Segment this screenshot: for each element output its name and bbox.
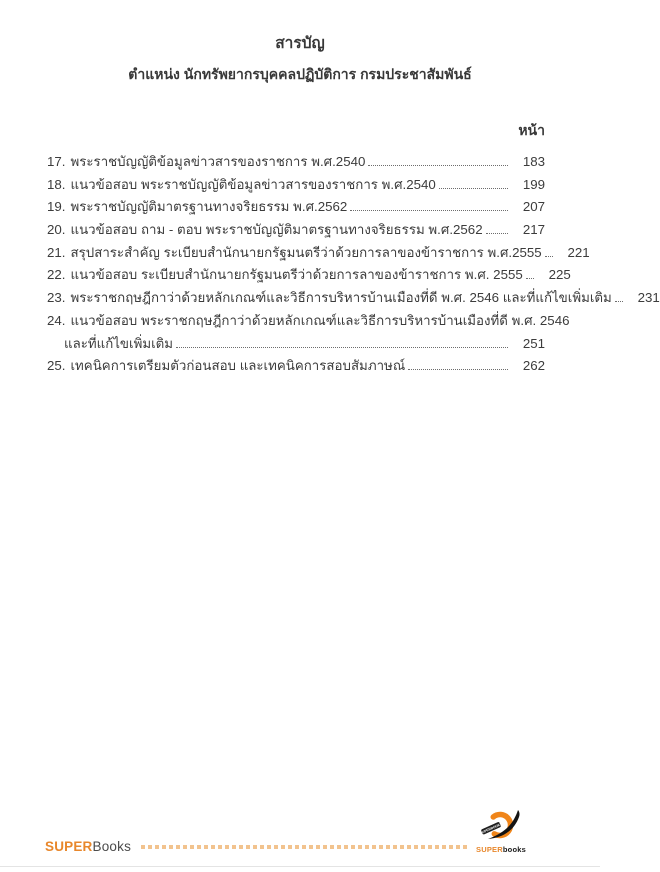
toc-entry-title: พระราชบัญญัติมาตรฐานทางจริยธรรม พ.ศ.2562 [70,199,348,215]
dotted-leader [350,210,508,211]
toc-entry-page-number: 199 [522,176,545,192]
toc-entry-page-number: 207 [522,199,545,215]
toc-entry [47,174,545,197]
logo-banner-text: SUPERBOOKS [479,821,504,836]
toc-entry-page-number: 225 [548,267,571,283]
page-number-column-header: หน้า [518,122,545,138]
toc-entry-number: 21. [47,244,66,260]
dotted-leader [408,369,508,370]
footer-brand-books: Books [92,839,132,854]
toc-entry-title: แนวข้อสอบ ถาม - ตอบ พระราชบัญญัติมาตรฐานทางจริยธรรม พ.ศ.2562 [70,222,483,238]
toc-entry-page-number: 231 [637,290,660,306]
toc-entry-number: 22. [47,267,66,283]
toc-page [0,30,660,872]
superbooks-logo-icon [480,809,522,845]
toc-entry [47,196,545,219]
toc-entry-page-number: 262 [522,358,545,374]
footer-brand-wordmark [45,839,131,854]
toc-entry-number: 17. [47,154,66,169]
logo-wordmark-super: SUPER [476,845,503,854]
toc-entry-page-number: 251 [522,335,545,351]
toc-entry-title: แนวข้อสอบ พระราชบัญญัติข้อมูลข่าวสารของราชการ พ.ศ.2540 [70,176,436,192]
dotted-leader [176,347,508,348]
dotted-leader [615,301,623,302]
toc-entry-number: 20. [47,222,66,238]
toc-entry-number: 18. [47,176,66,192]
toc-entry [47,264,571,287]
toc-entry-number: 25. [47,358,66,374]
toc-entry-number: 23. [47,290,66,306]
toc-entry-title: เทคนิคการเตรียมตัวก่อนสอบ และเทคนิคการสอบสัมภาษณ์ [70,358,406,374]
toc-entry-title: พระราชกฤษฎีกาว่าด้วยหลักเกณฑ์และวิธีการบริหารบ้านเมืองที่ดี พ.ศ. 2546 และที่แก้ไขเพิ่มเติม [70,290,612,306]
toc-entry-number: 24. [47,312,66,328]
toc-entry-page-number: 183 [522,154,545,169]
dotted-leader [368,165,508,166]
toc-entry-title: แนวข้อสอบ ระเบียบสำนักนายกรัฐมนตรีว่าด้วยการลาของข้าราชการ พ.ศ. 2555 [70,267,523,283]
toc-list [0,151,660,378]
toc-entry-number: 19. [47,199,66,215]
logo-wordmark-books: books [502,845,526,854]
dotted-leader [486,233,508,234]
footer-logo [476,809,526,854]
toc-entry [47,151,545,174]
toc-entry [47,219,545,242]
footer-brand-super: SUPER [45,839,93,854]
footer-logo-wordmark [476,846,526,854]
footer-dashed-divider [141,845,468,849]
toc-entry [47,333,545,356]
toc-entry-page-number: 217 [522,222,545,238]
toc-entry-title: และที่แก้ไขเพิ่มเติม [64,335,174,351]
toc-entry [47,310,570,333]
page-bottom-edge-line [0,866,600,867]
dotted-leader [545,256,553,257]
toc-entry-page-number: 221 [567,244,590,260]
toc-entry-title: พระราชบัญญัติข้อมูลข่าวสารของราชการ พ.ศ.2540 [70,154,366,169]
toc-entry [47,355,545,378]
dotted-leader [526,278,534,279]
dotted-leader [439,188,508,189]
footer [45,809,526,854]
page-subtitle: ตำแหน่ง นักทรัพยากรบุคคลปฏิบัติการ กรมประชาสัมพันธ์ [128,66,472,82]
toc-entry-title: สรุปสาระสำคัญ ระเบียบสำนักนายกรัฐมนตรีว่าด้วยการลาของข้าราชการ พ.ศ.2555 [70,244,542,260]
toc-entry-title: แนวข้อสอบ พระราชกฤษฎีกาว่าด้วยหลักเกณฑ์และวิธีการบริหารบ้านเมืองที่ดี พ.ศ. 2546 [70,312,570,328]
toc-entry [47,242,590,265]
toc-entry [47,287,660,310]
page-title: สารบัญ [275,35,325,52]
